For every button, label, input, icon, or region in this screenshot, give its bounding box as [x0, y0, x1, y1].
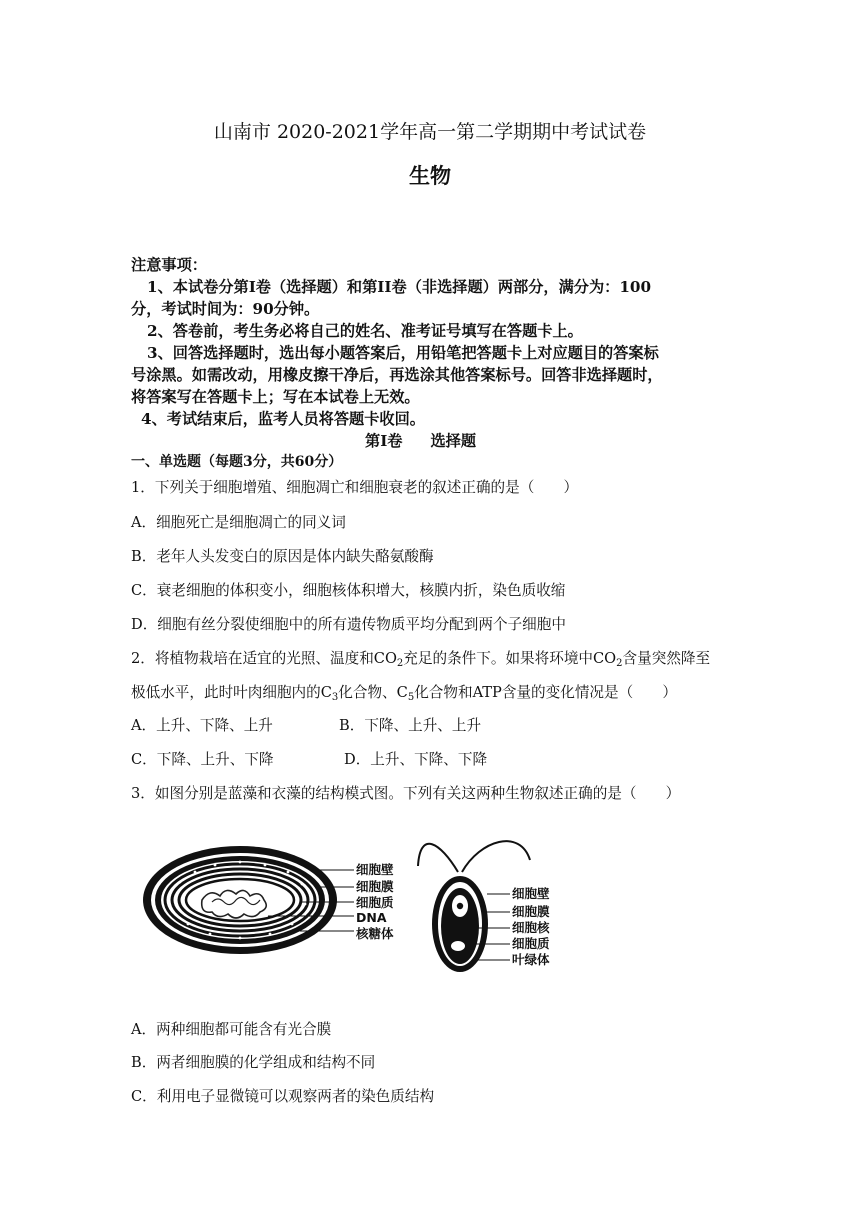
q2-sub-1: 2 — [396, 658, 404, 669]
chlamy-label-chloroplast: 叶绿体 — [512, 952, 550, 967]
q1-option-c: C．衰老细胞的体积变小，细胞核体积增大，核膜内折，染色质收缩 — [131, 582, 566, 599]
q2-option-b: B．下降、上升、上升 — [339, 717, 482, 734]
notice-item-3-line-1: 3、回答选择题时，选出每小题答案后，用铅笔把答题卡上对应题目的答案标 — [147, 344, 659, 362]
q2-stem-line-1 — [131, 647, 710, 668]
cell-structure-diagram — [140, 832, 570, 1002]
chlamy-nucleolus — [457, 903, 463, 909]
q2-sub-4: 5 — [407, 692, 415, 703]
chlamy-pyrenoid — [451, 941, 465, 951]
notice-item-1-line-1: 1、本试卷分第Ⅰ卷（选择题）和第II卷（非选择题）两部分，满分为：100 — [147, 278, 652, 296]
q2-text-1: 2．将植物栽培在适宜的光照、温度和CO — [131, 650, 397, 667]
q1-stem: 1．下列关于细胞增殖、细胞凋亡和细胞衰老的叙述正确的是（ ） — [131, 479, 579, 496]
volume-number: 第Ⅰ卷 — [365, 432, 403, 450]
chlamy-label-membrane: 细胞膜 — [512, 904, 550, 919]
chlamydomonas-figure — [418, 841, 550, 972]
q2-text-2: 充足的条件下。如果将环境中CO — [403, 650, 617, 667]
notice-item-1-line-2: 分，考试时间为：90分钟。 — [131, 300, 320, 318]
q3-option-a: A．两种细胞都可能含有光合膜 — [131, 1021, 332, 1038]
cyano-label-wall: 细胞壁 — [356, 862, 394, 877]
q2-text-3: 含量突然降至 — [622, 650, 711, 667]
q1-option-b: B．老年人头发变白的原因是体内缺失酪氨酸酶 — [131, 548, 434, 565]
q2-option-a: A．上升、下降、上升 — [131, 717, 273, 734]
q2-option-d: D．上升、下降、下降 — [344, 751, 488, 768]
q2-text-5: 化合物、C — [338, 684, 408, 701]
q3-option-c: C．利用电子显微镜可以观察两者的染色质结构 — [131, 1088, 435, 1105]
cyanobacteria-figure — [143, 846, 394, 954]
cyano-label-cytoplasm: 细胞质 — [356, 895, 394, 910]
q3-stem: 3．如图分别是蓝藻和衣藻的结构模式图。下列有关这两种生物叙述正确的是（ ） — [131, 785, 681, 802]
notice-item-3-line-2: 号涂黑。如需改动，用橡皮擦干净后，再选涂其他答案标号。回答非选择题时， — [131, 366, 663, 384]
notice-item-3-line-3: 将答案写在答题卡上；写在本试卷上无效。 — [131, 388, 420, 406]
notice-item-4: 4、考试结束后，监考人员将答题卡收回。 — [141, 410, 425, 428]
chlamy-label-wall: 细胞壁 — [512, 886, 550, 901]
q1-option-a: A．细胞死亡是细胞凋亡的同义词 — [131, 514, 346, 531]
section-heading: 一、单选题（每题3分，共60分） — [131, 454, 343, 470]
notice-heading: 注意事项： — [131, 256, 207, 274]
cyano-label-membrane: 细胞膜 — [356, 879, 394, 894]
q2-option-c: C．下降、上升、下降 — [131, 751, 274, 768]
q2-sub-3: 3 — [331, 692, 339, 703]
chlamy-label-nucleus: 细胞核 — [512, 920, 550, 935]
exam-title: 山南市 2020-2021学年高一第二学期期中考试试卷 — [213, 121, 647, 143]
q2-sub-2: 2 — [616, 658, 623, 669]
q1-option-d: D．细胞有丝分裂使细胞中的所有遗传物质平均分配到两个子细胞中 — [131, 616, 566, 633]
chlamy-label-cytoplasm: 细胞质 — [512, 936, 550, 951]
q2-stem-line-2 — [131, 681, 677, 702]
cyano-label-dna: DNA — [356, 910, 387, 925]
volume-label — [365, 430, 476, 451]
flagellum-left — [418, 844, 458, 872]
q3-option-b: B．两者细胞膜的化学组成和结构不同 — [131, 1054, 376, 1071]
flagellum-right — [462, 841, 530, 872]
notice-item-2: 2、答卷前，考生务必将自己的姓名、准考证号填写在答题卡上。 — [147, 322, 583, 340]
q2-text-6: 化合物和ATP含量的变化情况是（ ） — [414, 684, 677, 701]
q2-text-4: 极低水平，此时叶肉细胞内的C — [131, 684, 332, 701]
volume-name: 选择题 — [430, 432, 477, 450]
subject-title: 生物 — [409, 163, 451, 188]
cyano-label-ribosome: 核糖体 — [356, 926, 394, 941]
